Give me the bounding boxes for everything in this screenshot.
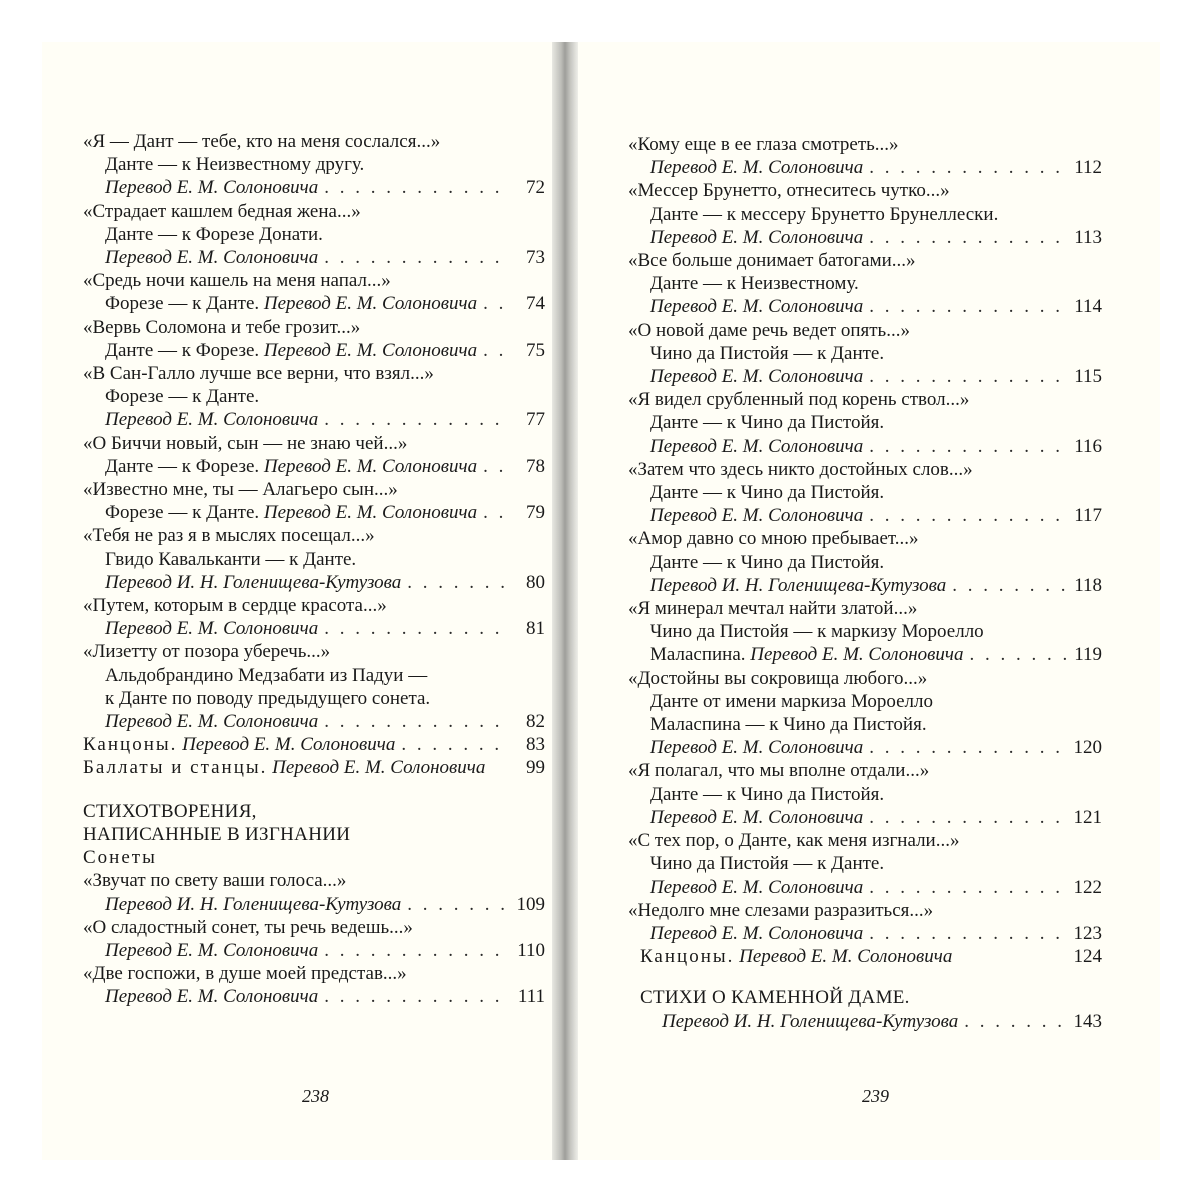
toc-entry [83,478,545,524]
canzoni-label: Канцоны. [640,946,735,968]
leader-dots [869,365,1066,388]
toc-row [83,408,545,431]
toc-entry [628,133,1102,179]
toc-row [628,922,1102,945]
leader-dots [407,893,509,916]
leader-dots [869,504,1066,527]
toc-row [83,893,545,916]
page-ref: 110 [517,939,545,961]
toc-entry [628,527,1102,597]
toc-entry [83,362,545,432]
ballate-entry [83,756,545,779]
toc-text [105,408,318,431]
translator-credit: Перевод Е. М. Солоновича [650,366,864,388]
leader-dots [401,733,509,756]
poem-title: «Лизетту от позора уберечь...» [83,641,331,663]
toc-entry [83,524,545,594]
author-line: Чино да Пистойя — к Данте. [650,853,885,875]
leader-dots [483,339,509,362]
toc-text [650,806,863,829]
toc-entry [628,249,1102,319]
toc-text [650,736,863,759]
toc-entry [628,597,1102,667]
page-ref: 81 [526,618,545,640]
author-line: Данте — к Чино да Пистойя. [650,783,885,805]
translator-credit: Перевод Е. М. Солоновича [263,502,478,524]
page-ref: 112 [1074,157,1102,179]
toc-entry [83,869,545,915]
translator-credit: Перевод Е. М. Солоновича [650,806,864,828]
poem-title: «О Биччи новый, сын — не знаю чей...» [83,432,408,454]
translator-credit: Перевод Е. М. Солоновича [650,296,864,318]
right-page-contents [628,133,1102,1033]
toc-text [105,292,477,315]
author-line: Гвидо Кавальканти — к Данте. [105,548,357,570]
leader-dots [324,246,509,269]
page-ref: 73 [526,247,545,269]
translator-credit: Перевод Е. М. Солоновича [263,293,478,315]
author-line: Форезе — к Данте. [105,502,260,524]
toc-text [105,893,401,916]
translator-credit: Перевод Е. М. Солоновича [105,409,319,431]
translator-credit: Перевод Е. М. Солоновича [105,939,319,961]
toc-row [628,295,1102,318]
leader-dots [869,922,1066,945]
leader-dots [964,1010,1066,1033]
author-line: Маласпина. [650,644,746,666]
toc-entry [628,667,1102,760]
toc-text [105,939,318,962]
poem-title: «Две госпожи, в душе моей представ...» [83,963,407,985]
translator-credit: Перевод Е. М. Солоновича [105,711,319,733]
leader-dots [483,455,509,478]
translator-credit: Перевод Е. М. Солоновича [263,455,478,477]
translator-credit: Перевод Е. М. Солоновича [650,922,864,944]
author-line: Альдобрандино Медзабати из Падуи — [105,664,428,686]
leader-dots [869,876,1066,899]
toc-row [83,571,545,594]
leader-dots [324,939,509,962]
toc-entry [83,200,545,270]
poem-title: «Тебя не раз я в мыслях посещал...» [83,525,375,547]
translator-credit: Перевод Е. М. Солоновича [650,226,864,248]
toc-row [83,501,545,524]
translator-credit: Перевод Е. М. Солоновича [105,177,319,199]
page-ref: 143 [1073,1010,1102,1032]
leader-dots [324,617,509,640]
poem-title: «Звучат по свету ваши голоса...» [83,870,347,892]
translator-credit: Перевод Е. М. Солоновича [650,737,864,759]
poem-title: «Мессер Брунетто, отнеситесь чутко...» [628,180,950,202]
toc-entry [628,759,1102,829]
author-line: Данте — к мессеру Брунетто Брунеллески. [650,203,999,225]
leader-dots [952,574,1066,597]
page-ref: 72 [526,177,545,199]
page-ref: 122 [1073,876,1102,898]
toc-row [628,504,1102,527]
poem-title: «Я полагал, что мы вполне отдали...» [628,760,930,782]
poem-title: «Амор давно со мною пребывает...» [628,528,919,550]
leader-dots [869,435,1066,458]
page-ref: 79 [526,502,545,524]
poem-title: «С тех пор, о Данте, как меня изгнали...» [628,830,960,852]
poem-title: «Недолго мне слезами разразиться...» [628,899,934,921]
poem-title: «В Сан-Галло лучше все верни, что взял...» [83,363,434,385]
page-ref: 118 [1074,574,1102,596]
translator-credit: Перевод Е. М. Солоновича [263,339,478,361]
toc-entry [83,640,545,733]
toc-row [628,365,1102,388]
poem-title: «Я — Дант — тебе, кто на меня сослался...» [83,131,441,152]
toc-row [628,876,1102,899]
toc-text [105,176,318,199]
leader-dots [483,501,509,524]
author-line: Данте — к Неизвестному другу. [105,154,365,176]
toc-entry [83,594,545,640]
translator-credit: Перевод Е. М. Солоновича [650,435,864,457]
toc-text [650,156,863,179]
subsection-title: Сонеты [83,847,157,869]
leader-dots [324,710,509,733]
toc-text [650,574,946,597]
leader-dots [869,806,1066,829]
section-title-line-2: НАПИСАННЫЕ В ИЗГНАНИИ [83,823,351,845]
toc-row [83,617,545,640]
toc-entry [83,962,545,1008]
poem-title: «Вервь Соломона и тебе грозит...» [83,316,361,338]
toc-text [105,571,401,594]
toc-row [83,292,545,315]
author-line: Чино да Пистойя — к Данте. [650,342,885,364]
toc-entry [83,432,545,478]
page-ref: 99 [526,757,545,779]
toc-text [105,710,318,733]
translator-credit: Перевод Е. М. Солоновича [105,618,319,640]
page-ref: 78 [526,455,545,477]
toc-entry [628,388,1102,458]
page-ref: 74 [526,293,545,315]
page-ref: 77 [526,409,545,431]
toc-row [83,985,545,1008]
leader-dots [869,156,1066,179]
author-line: Маласпина — к Чино да Пистойя. [650,714,927,736]
poem-title: «Все больше донимает батогами...» [628,250,916,272]
toc-row [628,156,1102,179]
leader-dots [970,643,1067,666]
canzoni-entry [628,945,1102,968]
poem-title: «Путем, которым в сердце красота...» [83,595,387,617]
toc-text [650,435,863,458]
author-line: Данте — к Форезе. [105,455,260,477]
leader-dots [324,408,509,431]
poem-title: «О новой даме речь ведет опять...» [628,319,910,341]
toc-text [105,501,477,524]
toc-row [628,643,1102,666]
page-ref: 113 [1074,226,1102,248]
page-ref: 123 [1073,922,1102,944]
canzoni-label: Канцоны. [83,734,178,756]
poem-title: «Кому еще в ее глаза смотреть...» [628,134,899,155]
toc-text [650,643,964,666]
page-ref: 124 [1073,946,1102,968]
toc-row [628,226,1102,249]
toc-row [628,806,1102,829]
page-ref: 111 [517,986,545,1008]
page-ref: 80 [526,571,545,593]
poem-title: «Затем что здесь никто достойных слов...» [628,458,973,480]
toc-row [83,455,545,478]
page-ref: 82 [526,711,545,733]
translator-credit: Перевод Е. М. Солоновича [105,247,319,269]
toc-text [105,985,318,1008]
author-line: Данте — к Форезе. [105,339,260,361]
toc-entry [83,269,545,315]
translator-credit: Перевод И. Н. Голенищева-Кутузова [650,574,947,596]
canzoni-translator: Перевод Е. М. Солоновича [739,946,953,968]
author-line: Форезе — к Данте. [105,293,260,315]
section-title-line-1: СТИХОТВОРЕНИЯ, [83,800,257,822]
toc-text [105,339,477,362]
translator-credit: Перевод И. Н. Голенищева-Кутузова [105,893,402,915]
page-ref: 121 [1073,806,1102,828]
toc-entry [83,130,545,200]
page-ref: 109 [516,893,545,915]
toc-row [83,710,545,733]
author-line: Данте — к Чино да Пистойя. [650,482,885,504]
book-gutter [552,42,578,1160]
toc-entry [628,179,1102,249]
toc-text [105,246,318,269]
translator-credit: Перевод Е. М. Солоновича [650,876,864,898]
page-number-left: 238 [302,1086,329,1106]
toc-text [650,504,863,527]
poem-title: «Я видел срубленный под корень ствол...» [628,389,970,411]
stone-lady-title: СТИХИ О КАМЕННОЙ ДАМЕ. [640,987,910,1009]
toc-row [83,176,545,199]
leader-dots [483,292,509,315]
leader-dots [324,985,509,1008]
toc-entry [628,899,1102,945]
poem-title: «Страдает кашлем бедная жена...» [83,200,361,222]
toc-entry [628,458,1102,528]
translator-credit: Перевод Е. М. Солоновича [650,157,864,179]
toc-entry [83,916,545,962]
leader-dots [869,295,1066,318]
author-line: Чино да Пистойя — к маркизу Мороелло [650,621,984,643]
toc-entry [628,319,1102,389]
toc-entry [628,829,1102,899]
page-ref: 83 [526,734,545,756]
toc-row [83,939,545,962]
toc-text [650,922,863,945]
ballate-label: Баллаты и станцы. [83,757,268,779]
canzoni-translator: Перевод Е. М. Солоновича [182,734,396,756]
stone-lady-entry [628,1010,1102,1033]
author-line: Данте — к Чино да Пистойя. [650,412,885,434]
page-number-right: 239 [862,1086,889,1106]
author-line: Данте от имени маркиза Мороелло [650,690,934,712]
toc-text [650,876,863,899]
toc-text [650,365,863,388]
translator-credit: Перевод Е. М. Солоновича [750,644,964,666]
toc-row [628,435,1102,458]
author-line: Данте — к Чино да Пистойя. [650,551,885,573]
translator-credit: Перевод И. Н. Голенищева-Кутузова [105,571,402,593]
poem-title: «Известно мне, ты — Алагьеро сын...» [83,479,398,501]
poem-title: «Я минерал мечтал найти златой...» [628,598,918,620]
toc-row [83,339,545,362]
toc-row [628,574,1102,597]
author-line: к Данте по поводу предыдущего сонета. [105,687,431,709]
toc-entry [83,316,545,362]
page-ref: 114 [1074,296,1102,318]
page-ref: 115 [1074,366,1102,388]
toc-row [83,246,545,269]
left-page-contents [83,130,545,1009]
poem-title: «Средь ночи кашель на меня напал...» [83,270,391,292]
ballate-translator: Перевод Е. М. Солоновича [272,757,486,779]
leader-dots [324,176,509,199]
leader-dots [407,571,509,594]
translator-credit: Перевод Е. М. Солоновича [105,986,319,1008]
author-line: Данте — к Неизвестному. [650,273,859,295]
author-line: Данте — к Форезе Донати. [105,223,323,245]
toc-text [105,455,477,478]
author-line: Форезе — к Данте. [105,386,260,408]
toc-text [650,295,863,318]
poem-title: «О сладостный сонет, ты речь ведешь...» [83,916,413,938]
page-ref: 75 [526,339,545,361]
toc-text [105,617,318,640]
page-ref: 120 [1073,737,1102,759]
page-ref: 119 [1074,644,1102,666]
toc-row [628,736,1102,759]
canzoni-entry [83,733,545,756]
leader-dots [869,226,1066,249]
leader-dots [869,736,1066,759]
page-ref: 117 [1074,505,1102,527]
stone-lady-translator: Перевод И. Н. Голенищева-Кутузова [662,1010,959,1032]
translator-credit: Перевод Е. М. Солоновича [650,505,864,527]
toc-text [650,226,863,249]
page-ref: 116 [1074,435,1102,457]
poem-title: «Достойны вы сокровища любого...» [628,667,928,689]
